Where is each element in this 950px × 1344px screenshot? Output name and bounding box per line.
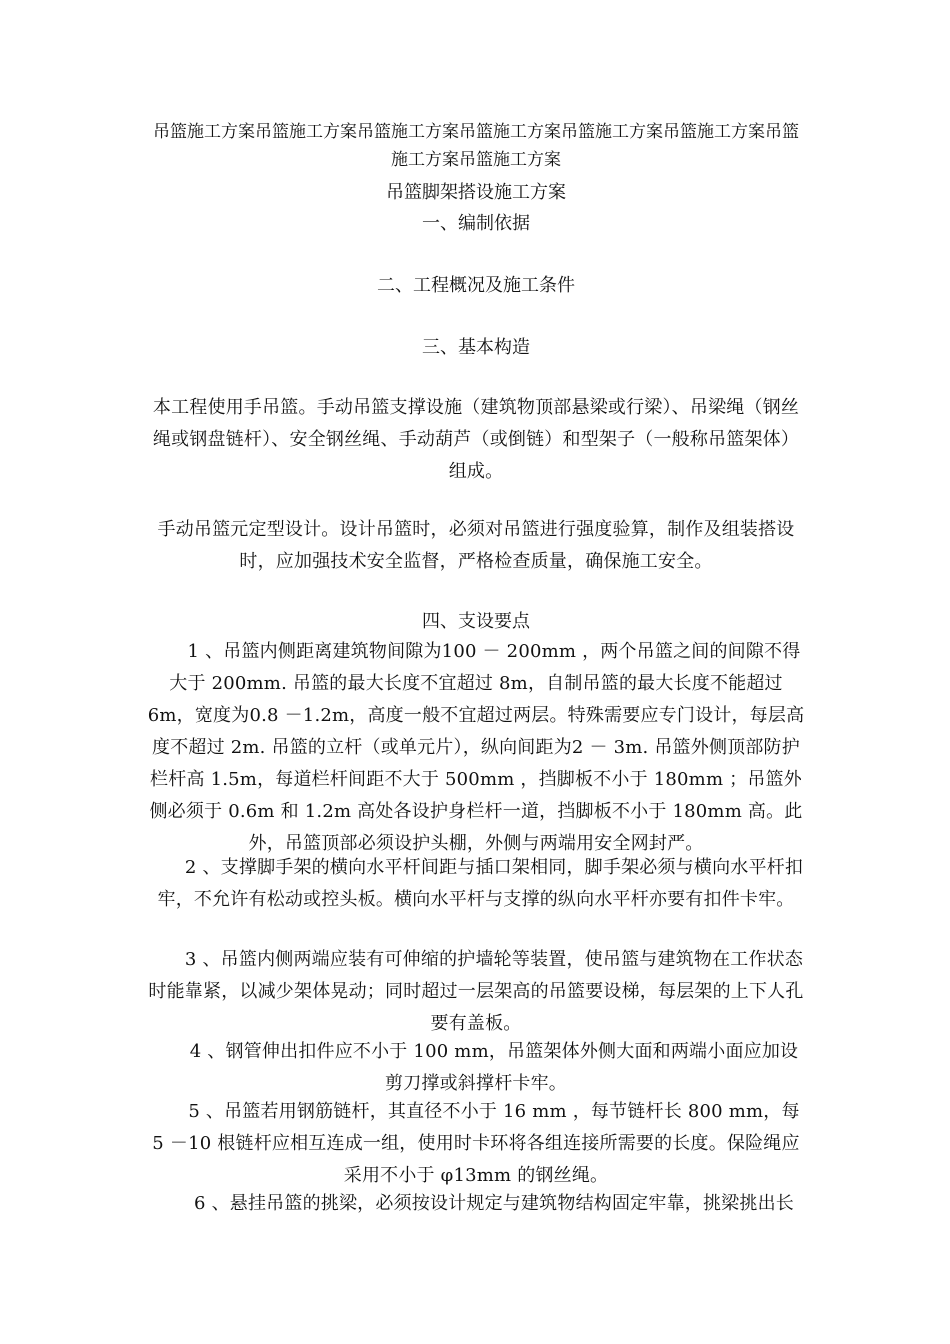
section-heading-basis: 一、编制依据: [422, 213, 530, 234]
list-item-2: 2 、支撑脚手架的横向水平杆间距与插口架相同，脚手架必须与横向水平杆扣牢，不允许有松动或控头板。横向水平杆与支撑的纵向水平杆亦要有扣件卡牢。: [157, 857, 804, 910]
list-item-1: 1 、吊篮内侧距离建筑物间隙为100 － 200mm ，两个吊篮之间的间隙不得大于 200mm. 吊篮的最大长度不宜超过 8m，自制吊篮的最大长度不能超过 6m，宽度为0.8 －1.2m，高度一般不宜超过两层。特殊需要应专门设计，每层高度不超过 2m. 吊篮的立杆（或单元片），纵向间距为2 － 3m. 吊篮外侧顶部防护栏杆高 1.5m，每道栏杆间距不大于 500mm ，挡脚板不小于 180mm ；吊篮外侧必须于 0.6m 和 1.2m 高处各设护身栏杆一道，挡脚板不小于 180mm 高。此外，吊篮顶部必须设护头棚，外侧与两端用安全网封严。: [147, 641, 805, 854]
paragraph-design-requirements: 手动吊篮元定型设计。设计吊篮时，必须对吊篮进行强度验算，制作及组装搭设时，应加强技术安全监督，严格检查质量，确保施工安全。: [157, 519, 795, 572]
list-item-5: 5 、吊篮若用钢筋链杆，其直径不小于 16 mm ，每节链杆长 800 mm，每 5 －10 根链杆应相互连成一组，使用时卡环将各组连接所需要的长度。保险绳应采用不小于 φ13mm 的钢丝绳。: [152, 1101, 800, 1186]
section-heading-key-points: 四、支设要点: [422, 611, 530, 632]
paragraph-structure-components: 本工程使用手吊篮。手动吊篮支撑设施（建筑物顶部悬梁或行梁）、吊梁绳（钢丝绳或钢盘链杆）、安全钢丝绳、手动葫芦（或倒链）和型架子（一般称吊篮架体）组成。: [152, 397, 800, 482]
list-item-6: 6 、悬挂吊篮的挑梁，必须按设计规定与建筑物结构固定牢靠，挑梁挑出长: [194, 1193, 794, 1214]
section-heading-overview: 二、工程概况及施工条件: [377, 275, 575, 296]
repeated-header: 吊篮施工方案吊篮施工方案吊篮施工方案吊篮施工方案吊篮施工方案吊篮施工方案吊篮施工方案吊篮施工方案: [153, 122, 799, 170]
section-heading-structure: 三、基本构造: [422, 337, 530, 358]
list-item-4: 4 、钢管伸出扣件应不小于 100 mm，吊篮架体外侧大面和两端小面应加设剪刀撑或斜撑杆卡牢。: [189, 1041, 799, 1094]
list-item-3: 3 、吊篮内侧两端应装有可伸缩的护墙轮等装置，使吊篮与建筑物在工作状态时能靠紧，以减少架体晃动；同时超过一层架高的吊篮要设梯，每层架的上下人孔要有盖板。: [148, 949, 804, 1034]
document-title: 吊篮脚架搭设施工方案: [386, 182, 566, 203]
